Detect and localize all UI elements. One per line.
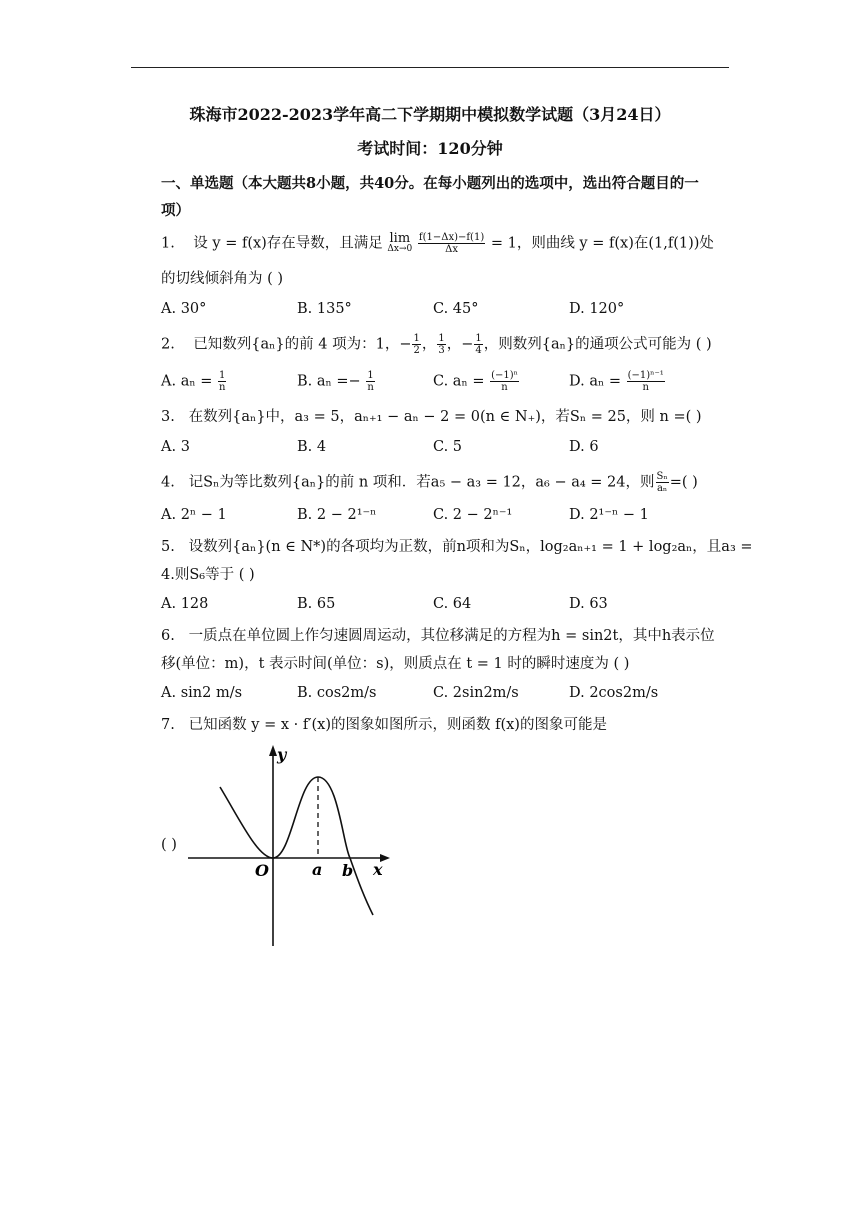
a-label: a <box>312 860 323 879</box>
q6-option-a[interactable]: A. sin2 m/s <box>161 685 243 701</box>
q5-option-b[interactable]: B. 65 <box>297 596 336 612</box>
question-4: 4. 记Sₙ为等比数列{aₙ}的前 n 项和．若a₅ − a₃ = 12，a₆ − a₄ = 24，则 $\frac{\text{Sₙ}}{\text{aₙ}}$ =( ) <box>161 471 698 494</box>
question-6: 6. 一质点在单位圆上作匀速圆周运动，其位移满足的方程为h = sin2t，其中h表示位 <box>161 628 715 644</box>
q5-option-d[interactable]: D. 63 <box>569 596 608 612</box>
question-3: 3. 在数列{aₙ}中，a₃ = 5，aₙ₊₁ − aₙ − 2 = 0(n ∈ N₊)，若Sₙ = 25，则 n =( ) <box>161 409 702 425</box>
q2-option-d[interactable]: D. aₙ = $\frac{\text{(−1)ⁿ⁻¹}}{n}$ <box>569 370 664 393</box>
q3-option-d[interactable]: D. 6 <box>569 439 599 455</box>
q2-option-b[interactable]: B. aₙ =− $\frac{1}{n}$ <box>297 370 374 393</box>
y-axis-arrow <box>269 745 277 756</box>
q1-option-a[interactable]: A. 30° <box>161 301 207 317</box>
question-1: 1. 设 y = f(x)存在导数，且满足 lim Δx→0 $\frac{f(1-\Delta x)-f(1)}{\Delta x}$ = 1，则曲线 y = f(x)在(1,f(1))处 <box>161 230 714 255</box>
q1-option-c[interactable]: C. 45° <box>433 301 479 317</box>
q6-option-c[interactable]: C. 2sin2m/s <box>433 685 519 701</box>
q4-option-a[interactable]: A. 2ⁿ − 1 <box>161 507 227 523</box>
b-label: b <box>342 861 354 880</box>
limit-expr: lim Δx→0 <box>387 230 413 254</box>
section-heading-cont: 项） <box>161 202 190 219</box>
q6-option-d[interactable]: D. 2cos2m/s <box>569 685 659 701</box>
question-2: 2. 已知数列{aₙ}的前 4 项为：1，− $\frac{1}{2}$ ， $\frac{1}{3}$ ，− $\frac{1}{4}$ ，则数列{aₙ}的通项公式可能为 ( ) <box>161 333 712 356</box>
curve <box>220 777 373 915</box>
q3-option-a[interactable]: A. 3 <box>161 439 190 455</box>
q7-answer-paren: ( ) <box>161 837 177 853</box>
q3-option-c[interactable]: C. 5 <box>433 439 463 455</box>
function-graph <box>180 740 400 950</box>
question-7: 7. 已知函数 y = x · f′(x)的图象如图所示，则函数 f(x)的图象可能是 <box>161 717 607 733</box>
question-1-cont: 的切线倾斜角为 ( ) <box>161 271 284 287</box>
q3-option-b[interactable]: B. 4 <box>297 439 327 455</box>
question-6-cont: 移(单位：m)，t 表示时间(单位：s)，则质点在 t = 1 时的瞬时速度为 ( ) <box>161 656 630 672</box>
q2-option-a[interactable]: A. aₙ = $\frac{1}{n}$ <box>161 370 226 393</box>
exam-time: 考试时间：120分钟 <box>357 139 503 158</box>
origin-label: O <box>255 861 269 880</box>
q1-option-d[interactable]: D. 120° <box>569 301 625 317</box>
q5-option-c[interactable]: C. 64 <box>433 596 472 612</box>
section-heading: 一、单选题（本大题共8小题，共40分。在每小题列出的选项中，选出符合题目的一 <box>161 175 699 192</box>
x-label: x <box>373 860 383 879</box>
q6-option-b[interactable]: B. cos2m/s <box>297 685 377 701</box>
question-5: 5. 设数列{aₙ}(n ∈ N*)的各项均为正数，前n项和为Sₙ，log₂aₙ₊₁ = 1 + log₂aₙ，且a₃ = <box>161 539 753 555</box>
q4-option-d[interactable]: D. 2¹⁻ⁿ − 1 <box>569 507 649 523</box>
q4-option-c[interactable]: C. 2 − 2ⁿ⁻¹ <box>433 507 513 523</box>
header-rule <box>131 67 729 68</box>
page-title: 珠海市2022-2023学年高二下学期期中模拟数学试题（3月24日） <box>189 105 671 124</box>
q5-option-a[interactable]: A. 128 <box>161 596 209 612</box>
q1-option-b[interactable]: B. 135° <box>297 301 352 317</box>
question-5-cont: 4.则S₆等于 ( ) <box>161 567 255 583</box>
q2-option-c[interactable]: C. aₙ = $\frac{\text{(−1)ⁿ}}{n}$ <box>433 370 518 393</box>
y-label: y <box>277 745 287 764</box>
q4-option-b[interactable]: B. 2 − 2¹⁻ⁿ <box>297 507 377 523</box>
